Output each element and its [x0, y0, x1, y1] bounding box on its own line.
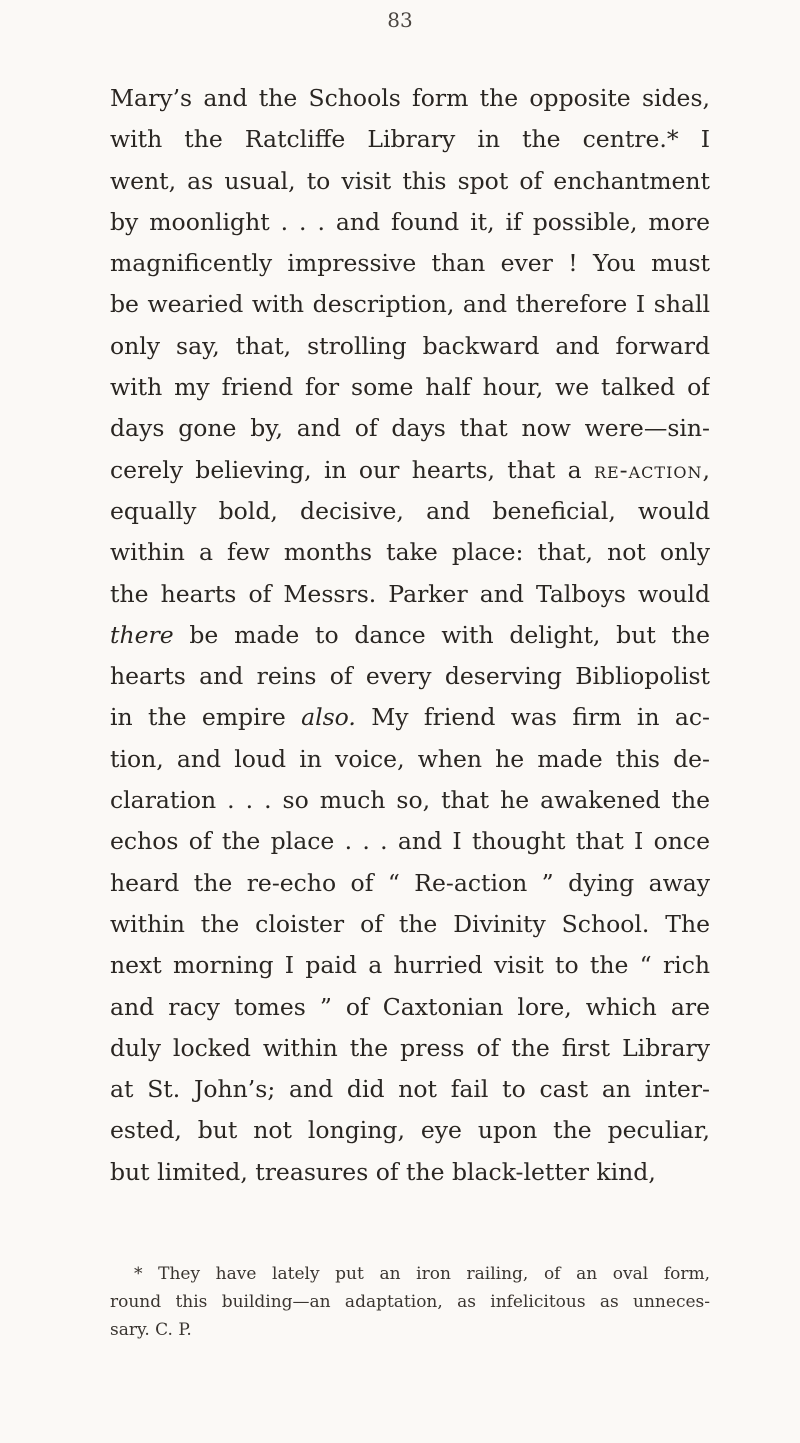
text-segment: cerely believing, in our hearts, that a	[110, 455, 594, 484]
italic-text: there	[110, 620, 174, 649]
text-line: by moonlight . . . and found it, if possible, more	[110, 207, 710, 236]
text-line: Mary’s and the Schools form the opposite sides,	[110, 84, 710, 112]
text-line: echos of the place . . . and I thought that I once	[110, 827, 710, 856]
text-line: the hearts of Messrs. Parker and Talboys would	[110, 579, 710, 608]
text-line: and racy tomes ” of Caxtonian lore, which are	[110, 992, 710, 1021]
text-line: heard the re-echo of “ Re-action ” dying away	[110, 868, 710, 897]
page-number: 83	[387, 8, 413, 32]
body-text	[110, 78, 710, 1193]
text-line: tion, and loud in voice, when he made this de-	[110, 744, 710, 773]
text-segment: My friend was firm in ac-	[355, 703, 710, 732]
text-line: duly locked within the press of the first Library	[110, 1033, 710, 1062]
footnote-line: * They have lately put an iron railing, of an oval form,	[134, 1264, 710, 1284]
text-line: hearts and reins of every deserving Bibliopolist	[110, 662, 710, 691]
text-line: went, as usual, to visit this spot of enchantment	[110, 166, 710, 195]
footnote-line: round this building—an adaptation, as infelicitous as unneces-	[110, 1292, 710, 1312]
small-caps-text: re-action	[593, 455, 703, 484]
text-line: days gone by, and of days that now were—sin-	[110, 414, 710, 443]
text-line: only say, that, strolling backward and forward	[110, 331, 710, 360]
text-line: next morning I paid a hurried visit to the “ rich	[110, 951, 710, 980]
text-segment: in the empire	[110, 703, 302, 732]
text-line	[110, 697, 710, 738]
text-line: equally bold, decisive, and beneficial, would	[110, 496, 710, 525]
text-line	[110, 450, 710, 491]
footnote	[110, 1260, 710, 1344]
text-line: within a few months take place: that, not only	[110, 538, 710, 567]
text-line: claration . . . so much so, that he awakened the	[110, 786, 710, 815]
text-line: be wearied with description, and therefore I shall	[110, 290, 710, 319]
text-line: at St. John’s; and did not fail to cast an inter-	[110, 1075, 710, 1104]
text-segment: be made to dance with delight, but the	[173, 620, 710, 649]
footnote-line: sary. C. P.	[110, 1320, 192, 1340]
text-line: magnificently impressive than ever ! You must	[110, 249, 710, 278]
text-line: within the cloister of the Divinity School. The	[110, 909, 710, 938]
text-line: but limited, treasures of the black-letter kind,	[110, 1157, 656, 1186]
text-line: with my friend for some half hour, we talked of	[110, 373, 710, 402]
text-segment: ,	[702, 455, 710, 484]
text-line: with the Ratcliffe Library in the centre.* I	[110, 125, 710, 154]
text-line: ested, but not longing, eye upon the peculiar,	[110, 1116, 710, 1145]
text-line	[110, 615, 710, 656]
italic-text: also.	[301, 703, 356, 732]
